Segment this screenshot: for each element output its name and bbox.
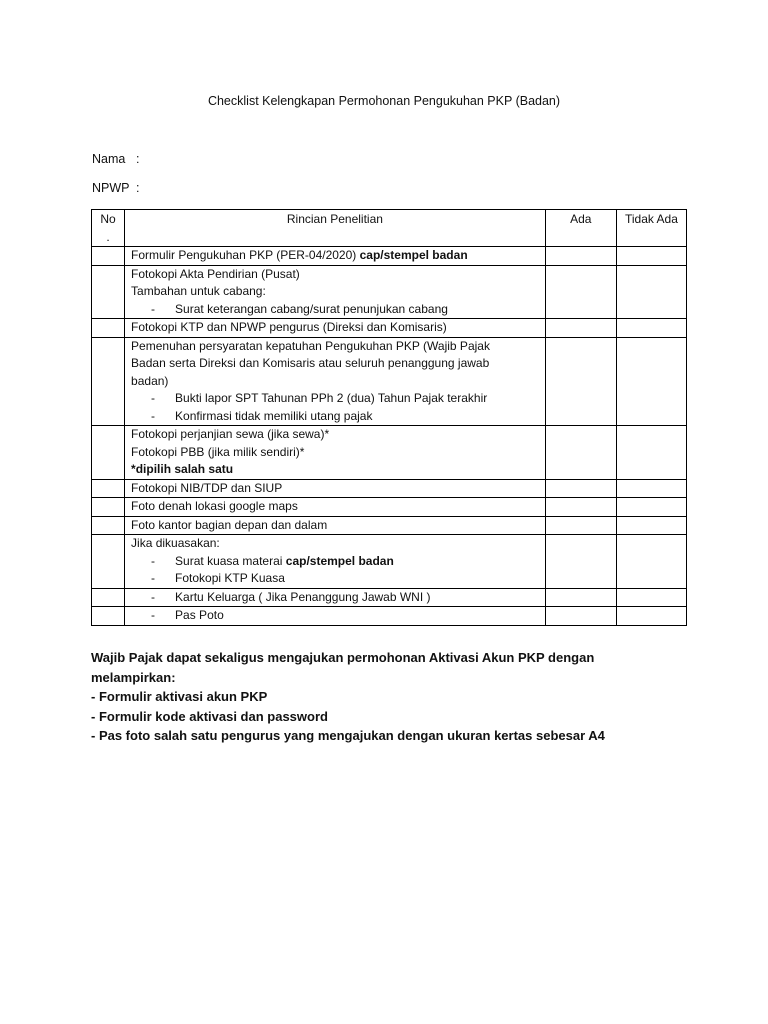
cell-ada[interactable]	[545, 265, 616, 319]
row-sub-text: Surat kuasa materai	[175, 553, 286, 568]
table-row	[92, 516, 687, 535]
row-text: Pemenuhan persyaratan kepatuhan Pengukuhan PKP (Wajib Pajak	[131, 338, 490, 353]
checklist-table	[91, 209, 687, 626]
cell-no	[92, 319, 125, 338]
field-nama-label: Nama	[92, 152, 126, 166]
cell-rincian	[125, 265, 546, 319]
row-sub-text: Fotokopi KTP Kuasa	[175, 571, 285, 585]
cell-ada[interactable]	[545, 337, 616, 426]
cell-rincian	[125, 319, 546, 338]
cell-rincian	[125, 498, 546, 517]
row-sub-item: - Surat keterangan cabang/surat penunjukan cabang	[151, 301, 448, 316]
cell-tidak-ada[interactable]	[616, 479, 686, 498]
row-sub-text: Surat keterangan cabang/surat penunjukan cabang	[175, 301, 448, 316]
cell-ada[interactable]	[545, 535, 616, 589]
row-sub-item: - Konfirmasi tidak memiliki utang pajak	[151, 408, 373, 423]
cell-ada[interactable]	[545, 588, 616, 607]
row-text: Tambahan untuk cabang:	[131, 284, 266, 298]
note-intro-line: Wajib Pajak dapat sekaligus mengajukan permohonan Aktivasi Akun PKP dengan	[91, 650, 595, 665]
note-list-item: - Pas foto salah satu pengurus yang mengajukan dengan ukuran kertas sebesar A4	[91, 728, 605, 743]
note-list-item: - Formulir kode aktivasi dan password	[91, 708, 328, 724]
row-sub-item: - Surat kuasa materai cap/stempel badan	[151, 553, 394, 568]
cell-tidak-ada[interactable]	[616, 247, 686, 266]
cell-tidak-ada[interactable]	[616, 588, 686, 607]
cell-ada[interactable]	[545, 479, 616, 498]
cell-rincian	[125, 479, 546, 498]
table-row	[92, 588, 687, 607]
row-text: Fotokopi perjanjian sewa (jika sewa)*	[131, 427, 330, 441]
cell-tidak-ada[interactable]	[616, 426, 686, 480]
header-rincian: Rincian Penelitian	[125, 210, 546, 247]
row-text: Foto denah lokasi google maps	[131, 499, 298, 513]
row-bold-text: *dipilih salah satu	[131, 462, 234, 476]
cell-tidak-ada[interactable]	[616, 498, 686, 517]
row-text: Fotokopi NIB/TDP dan SIUP	[131, 480, 283, 495]
cell-no	[92, 516, 125, 535]
table-row	[92, 337, 687, 426]
cell-ada[interactable]	[545, 247, 616, 266]
cell-tidak-ada[interactable]	[616, 265, 686, 319]
field-nama	[92, 152, 139, 166]
table-row	[92, 607, 687, 626]
cell-no	[92, 607, 125, 626]
row-sub-item: - Pas Poto	[151, 608, 224, 622]
cell-ada[interactable]	[545, 516, 616, 535]
cell-tidak-ada[interactable]	[616, 337, 686, 426]
aktivasi-note	[91, 648, 691, 746]
cell-no	[92, 247, 125, 266]
row-sub-text: Bukti lapor SPT Tahunan PPh 2 (dua) Tahun Pajak terakhir	[175, 391, 488, 405]
cell-ada[interactable]	[545, 319, 616, 338]
header-no: No .	[92, 210, 125, 247]
cell-rincian	[125, 247, 546, 266]
table-row	[92, 247, 687, 266]
cell-rincian	[125, 426, 546, 480]
row-sub-item: - Kartu Keluarga ( Jika Penanggung Jawab WNI )	[151, 589, 431, 604]
header-ada: Ada	[545, 210, 616, 247]
cell-tidak-ada[interactable]	[616, 535, 686, 589]
cell-no	[92, 426, 125, 480]
cell-tidak-ada[interactable]	[616, 607, 686, 626]
cell-rincian	[125, 535, 546, 589]
row-bold-text: cap/stempel badan	[359, 248, 468, 262]
table-row	[92, 426, 687, 480]
cell-rincian	[125, 516, 546, 535]
row-text: Foto kantor bagian depan dan dalam	[131, 517, 328, 532]
row-text: Fotokopi KTP dan NPWP pengurus (Direksi dan Komisaris)	[131, 320, 447, 334]
row-bold-text: cap/stempel badan	[285, 553, 394, 568]
row-sub-text: Pas Poto	[175, 608, 224, 622]
table-row	[92, 498, 687, 517]
field-nama-sep: :	[136, 152, 140, 166]
cell-no	[92, 479, 125, 498]
header-tidak-ada: Tidak Ada	[616, 210, 686, 247]
table-row	[92, 479, 687, 498]
field-npwp-label: NPWP	[92, 181, 130, 195]
table-header-row	[92, 210, 687, 247]
row-sub-text: Konfirmasi tidak memiliki utang pajak	[175, 408, 373, 423]
cell-no	[92, 337, 125, 426]
row-sub-item: - Fotokopi KTP Kuasa	[151, 571, 285, 585]
cell-no	[92, 535, 125, 589]
cell-rincian	[125, 337, 546, 426]
row-text: Jika dikuasakan:	[131, 536, 220, 550]
row-text: badan)	[131, 373, 169, 388]
cell-no	[92, 498, 125, 517]
table-row	[92, 265, 687, 319]
row-text: Formulir Pengukuhan PKP (PER-04/2020)	[131, 248, 360, 262]
cell-rincian	[125, 588, 546, 607]
note-list-item: - Formulir aktivasi akun PKP	[91, 689, 268, 704]
cell-no	[92, 588, 125, 607]
cell-tidak-ada[interactable]	[616, 516, 686, 535]
note-intro-line: melampirkan:	[91, 669, 176, 685]
row-sub-text: Kartu Keluarga ( Jika Penanggung Jawab WNI )	[175, 589, 431, 604]
row-text: Fotokopi PBB (jika milik sendiri)*	[131, 444, 305, 459]
cell-no	[92, 265, 125, 319]
cell-rincian	[125, 607, 546, 626]
field-npwp-sep: :	[136, 181, 140, 195]
cell-ada[interactable]	[545, 426, 616, 480]
cell-tidak-ada[interactable]	[616, 319, 686, 338]
row-sub-item: - Bukti lapor SPT Tahunan PPh 2 (dua) Tahun Pajak terakhir	[151, 391, 488, 405]
cell-ada[interactable]	[545, 607, 616, 626]
field-npwp	[92, 181, 139, 195]
row-text: Badan serta Direksi dan Komisaris atau seluruh penanggung jawab	[131, 356, 490, 370]
row-text: Fotokopi Akta Pendirian (Pusat)	[131, 266, 300, 281]
cell-ada[interactable]	[545, 498, 616, 517]
table-row	[92, 319, 687, 338]
document-title: Checklist Kelengkapan Permohonan Pengukuhan PKP (Badan)	[207, 94, 561, 108]
table-row	[92, 535, 687, 589]
